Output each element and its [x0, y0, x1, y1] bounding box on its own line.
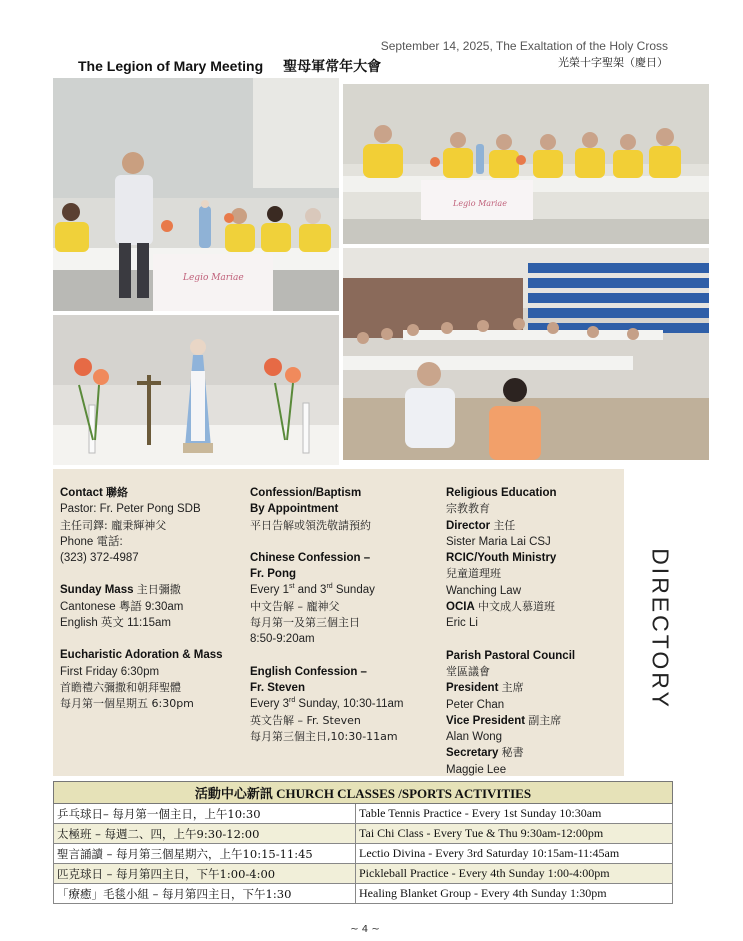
class-english: Pickleball Practice - Every 4th Sunday 1:00-4:00pm — [356, 864, 673, 884]
english-confession-zh2: 每月第三個主日,10:30-11am — [250, 729, 398, 743]
class-chinese: 「療癒」毛毯小組 – 每月第四主日，下午1:30 — [54, 884, 356, 904]
adoration-heading: Eucharistic Adoration & Mass — [60, 649, 223, 662]
sunday-mass-heading: Sunday Mass — [60, 584, 134, 597]
president-label-chinese: 主席 — [501, 681, 524, 695]
title-english: The Legion of Mary Meeting — [78, 58, 264, 74]
secretary-label: Secretary — [446, 747, 499, 760]
pastor-name: Pastor: Fr. Peter Pong SDB — [60, 503, 201, 516]
photo-mary-statue — [53, 315, 339, 465]
council-chinese: 堂區議會 — [446, 664, 490, 678]
adoration-chinese: 首瞻禮六彌撒和朝拜聖體 — [60, 680, 181, 694]
directory-side-label: DIRECTORY — [647, 548, 674, 710]
class-english: Tai Chi Class - Every Tue & Thu 9:30am-12:00pm — [356, 824, 673, 844]
chinese-confession-priest: Fr. Pong — [250, 568, 296, 581]
class-chinese: 乒乓球日– 每月第一個主日，上午10:30 — [54, 804, 356, 824]
vp-name: Alan Wong — [446, 731, 503, 744]
mass-cantonese: Cantonese 粵語 9:30am — [60, 600, 184, 613]
class-english: Table Tennis Practice - Every 1st Sunday 10:30am — [356, 804, 673, 824]
photo-audience — [343, 248, 709, 460]
bulletin-date: September 14, 2025, The Exaltation of the Holy Cross — [380, 39, 668, 53]
council-heading: Parish Pastoral Council — [446, 649, 576, 662]
class-chinese: 太極班 – 每週二、四，上午9:30-12:00 — [54, 824, 356, 844]
directory-column-confession — [250, 485, 440, 745]
english-confession-zh1: 英文告解 – Fr. Steven — [250, 713, 361, 727]
classes-heading: 活動中心新訊 CHURCH CLASSES /SPORTS ACTIVITIES — [54, 782, 673, 804]
contact-heading-chinese: 聯絡 — [106, 486, 129, 499]
church-classes-table — [53, 781, 673, 904]
chinese-confession-schedule: Every 1st and 3rd Sunday — [250, 583, 375, 597]
mass-english: English 英文 11:15am — [60, 617, 172, 630]
page-number: ~ 4 ~ — [350, 924, 380, 935]
adoration-chinese-time: 每月第一個星期五 6:30pm — [60, 697, 194, 711]
photo-head-table — [343, 84, 709, 244]
vp-label: Vice President — [446, 714, 526, 727]
president-name: Peter Chan — [446, 698, 505, 711]
class-chinese: 聖言誦讀 – 每月第三個星期六，上午10:15-11:45 — [54, 844, 356, 864]
directory-column-ministries — [446, 485, 621, 778]
adoration-time: First Friday 6:30pm — [60, 665, 160, 678]
banner-text-2: Legio Mariae — [453, 199, 507, 208]
english-confession-schedule: Every 3rd Sunday, 10:30-11am — [250, 697, 404, 711]
table-row — [54, 884, 673, 904]
rcic-name: Wanching Law — [446, 584, 522, 597]
phone-number[interactable]: (323) 372-4987 — [60, 552, 139, 565]
bulletin-date-chinese: 光榮十字聖架（慶日） — [558, 56, 668, 69]
table-row — [54, 824, 673, 844]
ocia-name: Eric Li — [446, 617, 478, 630]
secretary-name: Maggie Lee — [446, 763, 507, 776]
table-row — [54, 864, 673, 884]
english-confession-priest: Fr. Steven — [250, 681, 305, 694]
table-row — [54, 844, 673, 864]
pastor-name-chinese: 主任司鐸: 龐秉輝神父 — [60, 518, 167, 532]
table-row — [54, 804, 673, 824]
class-chinese: 匹克球日 – 每月第四主日，下午1:00-4:00 — [54, 864, 356, 884]
vp-label-chinese: 副主席 — [528, 713, 562, 727]
class-english: Lectio Divina - Every 3rd Saturday 10:15am-11:45am — [356, 844, 673, 864]
director-label-chinese: 主任 — [493, 518, 516, 532]
ocia-chinese: 中文成人慕道班 — [477, 600, 555, 614]
confession-appointment: By Appointment — [250, 503, 339, 516]
contact-heading: Contact — [60, 487, 103, 499]
secretary-label-chinese: 秘書 — [501, 746, 524, 760]
chinese-confession-heading: Chinese Confession – — [250, 551, 371, 564]
photo-speaker-at-meeting — [53, 78, 339, 311]
directory-column-contact — [60, 485, 245, 713]
chinese-confession-zh2: 每月第一及第三個主日 — [250, 616, 360, 630]
confession-chinese: 平日告解或領洗敬請預約 — [250, 518, 371, 532]
page-title — [78, 56, 381, 76]
class-english: Healing Blanket Group - Every 4th Sunday 1:30pm — [356, 884, 673, 904]
director-name: Sister Maria Lai CSJ — [446, 535, 551, 548]
rcic-label: RCIC/Youth Ministry — [446, 552, 557, 565]
sunday-mass-heading-chinese: 主日彌撒 — [136, 583, 181, 597]
confession-heading: Confession/Baptism — [250, 487, 362, 499]
banner-text: Legio Mariae — [183, 273, 244, 283]
rcic-chinese: 兒童道理班 — [446, 567, 501, 581]
religious-education-heading: Religious Education — [446, 487, 557, 499]
religious-education-chinese: 宗教教育 — [446, 502, 490, 516]
chinese-confession-time: 8:50-9:20am — [250, 633, 315, 646]
ocia-label: OCIA — [446, 601, 475, 614]
title-chinese: 聖母軍常年大會 — [283, 58, 382, 74]
english-confession-heading: English Confession – — [250, 665, 367, 678]
phone-label: Phone 電話: — [60, 535, 123, 548]
president-label: President — [446, 682, 499, 695]
director-label: Director — [446, 519, 491, 532]
chinese-confession-zh1: 中文告解 – 龐神父 — [250, 599, 340, 613]
directory-panel — [53, 469, 624, 776]
